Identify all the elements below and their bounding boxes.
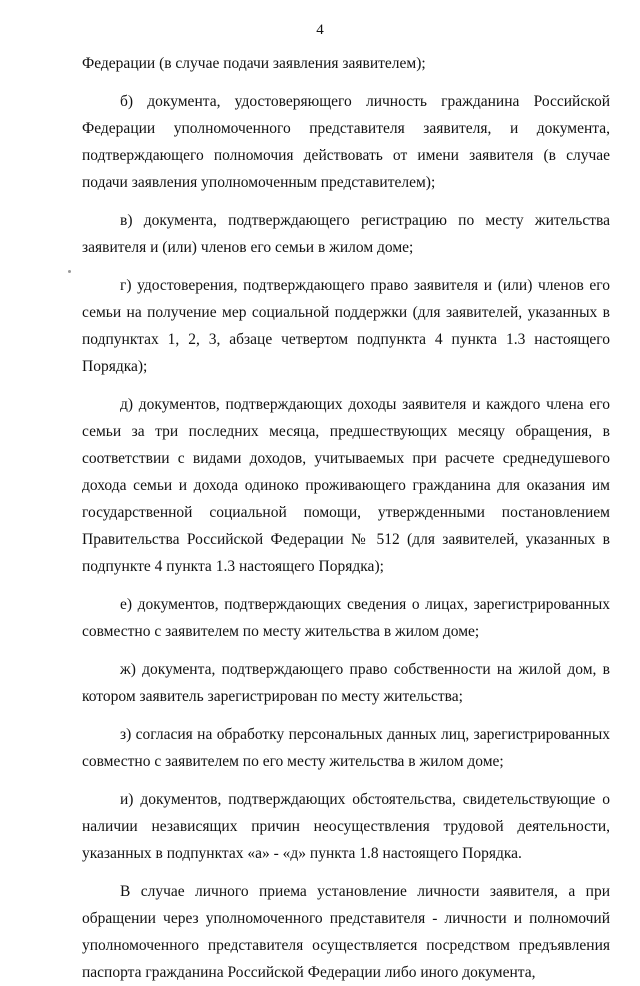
paragraph-item-e: е) документов, подтверждающих сведения о лицах, зарегистрированных совместно с заявителем по месту жительства в жилом доме; xyxy=(82,596,610,640)
paragraph-item-zh: ж) документа, подтверждающего право собственности на жилой дом, в котором заявитель зарегистрирован по месту жительства; xyxy=(82,661,610,705)
scan-speck xyxy=(68,270,71,273)
paragraph-item-v: в) документа, подтверждающего регистрацию по месту жительства заявителя и (или) членов его семьи в жилом доме; xyxy=(82,212,610,256)
paragraph-personal-reception: В случае личного приема установление личности заявителя, а при обращении через уполномоченного представителя - личности и полномочий уполномоченного представителя осуществляется посредством предъявления паспорта гражданина Российской Федерации либо иного документа, xyxy=(82,883,610,981)
document-body xyxy=(82,50,610,986)
paragraph-item-d: д) документов, подтверждающих доходы заявителя и каждого члена его семьи за три последних месяца, предшествующих месяцу обращения, в соответствии с видами доходов, учитываемых при расчете среднедушевого дохода семьи и дохода одиноко проживающего гражданина для оказания им государственной социальной помощи, утвержденными постановлением Правительства Российской Федерации № 512 (для заявителей, указанных в подпункте 4 пункта 1.3 настоящего Порядка); xyxy=(82,396,610,575)
paragraph-item-g: г) удостоверения, подтверждающего право заявителя и (или) членов его семьи на получение мер социальной поддержки (для заявителей, указанных в подпунктах 1, 2, 3, абзаце четвертом подпункта 4 пункта 1.3 настоящего Порядка); xyxy=(82,277,610,375)
paragraph-item-i: и) документов, подтверждающих обстоятельства, свидетельствующие о наличии независящих причин неосуществления трудовой деятельности, указанных в подпунктах «а» - «д» пункта 1.8 настоящего Порядка. xyxy=(82,791,610,862)
paragraph-intro-tail: Федерации (в случае подачи заявления заявителем); xyxy=(82,55,426,72)
paragraph-item-z: з) согласия на обработку персональных данных лиц, зарегистрированных совместно с заявителем по его месту жительства в жилом доме; xyxy=(82,726,610,770)
paragraph-item-b: б) документа, удостоверяющего личность гражданина Российской Федерации уполномоченного представителя заявителя, и документа, подтверждающего полномочия действовать от имени заявителя (в случае подачи заявления уполномоченным представителем); xyxy=(82,93,610,191)
page-number: 4 xyxy=(316,22,324,38)
